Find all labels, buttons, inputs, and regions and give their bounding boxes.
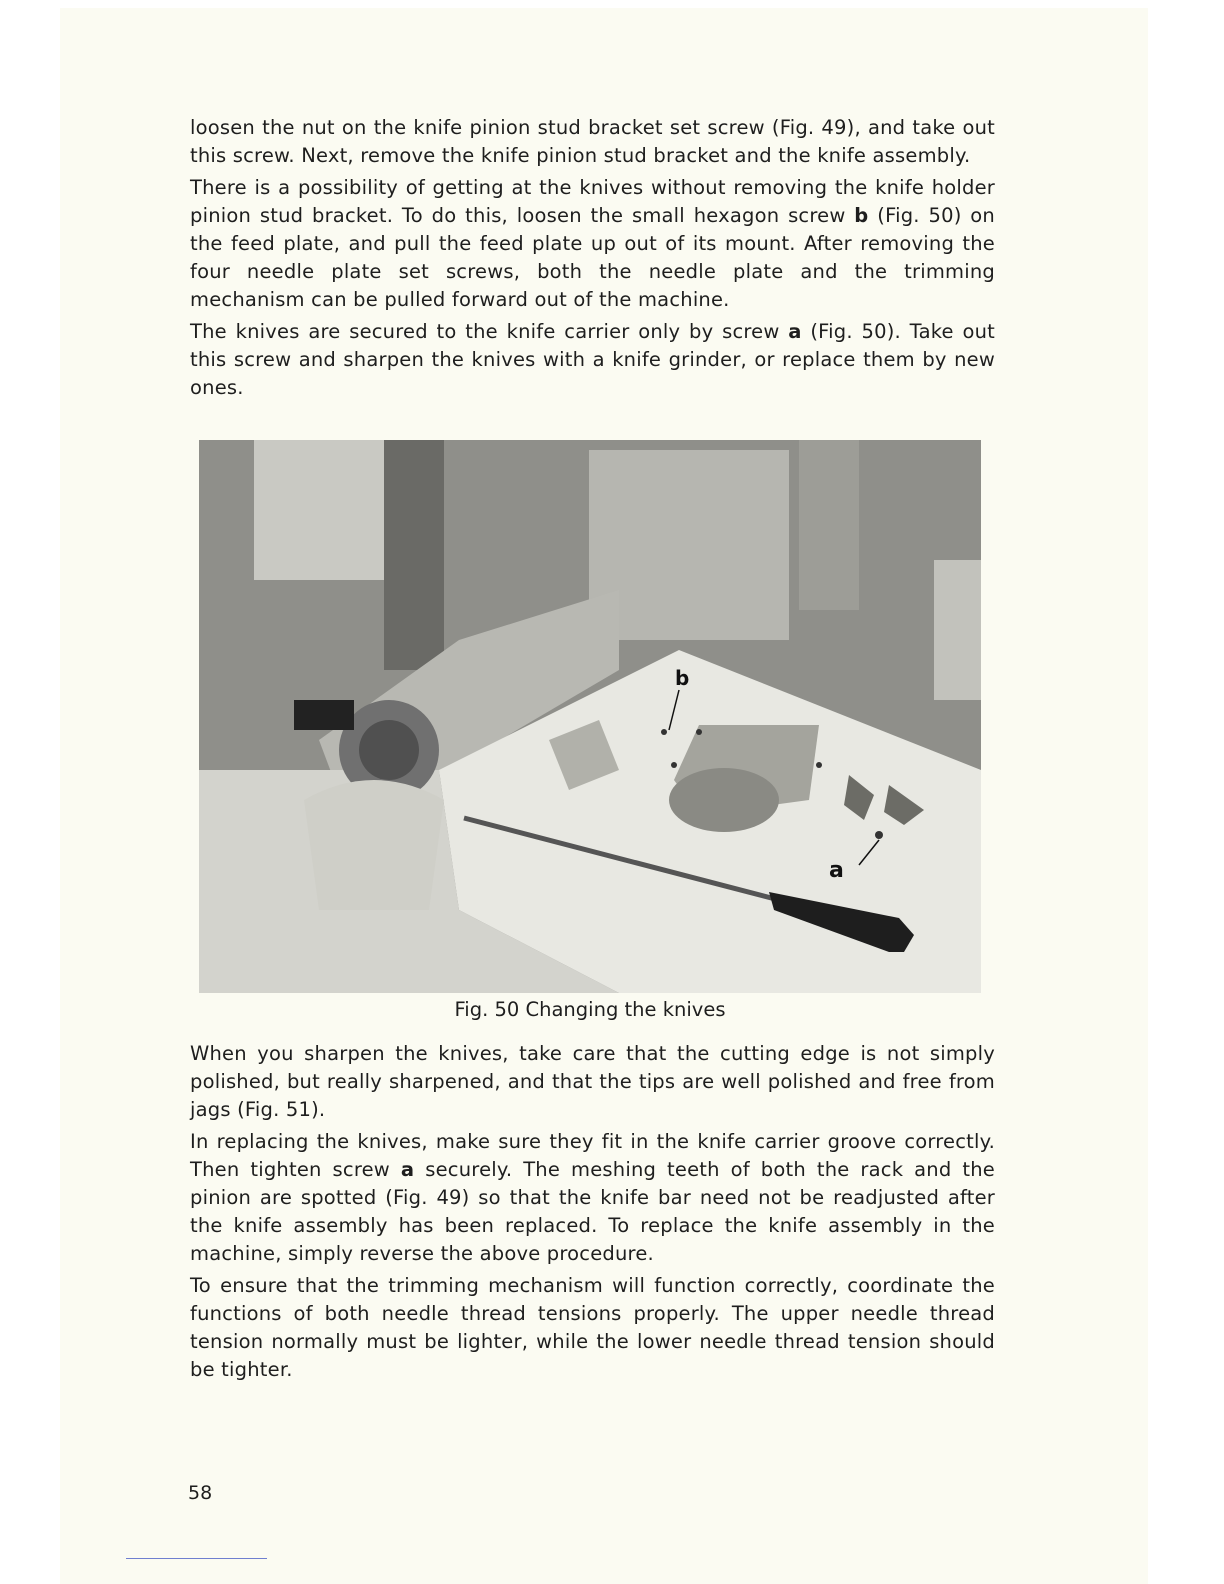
label-b: b [675, 666, 690, 690]
paragraph-text: To ensure that the trimming mechanism will function correctly, coordinate the functions of both needle thread tensions properly. The upper needle thread tension normally must be lighter, while the lower needle thread tension should be tighter. [190, 1274, 995, 1381]
paragraph [190, 1272, 995, 1384]
paragraph-text: securely. The meshing teeth of both the rack and the pinion are spotted (Fig. 49) so that the knife bar need not be readjusted after the knife assembly has been replaced. To replace the knife assembly in the machine, simply reverse the above procedure. [190, 1158, 995, 1265]
paragraph [190, 318, 995, 402]
machine-head-shape [254, 440, 404, 580]
paragraph [190, 1128, 995, 1268]
bottom-text-block [190, 1040, 995, 1388]
paragraph-text: (Fig. 50). Take out this screw and sharpen the knives with a knife grinder, or replace them by new ones. [190, 320, 995, 399]
paragraph-text: loosen the nut on the knife pinion stud bracket set screw (Fig. 49), and take out this screw. Next, remove the knife pinion stud bracket and the knife assembly. [190, 116, 995, 167]
page-number: 58 [188, 1482, 213, 1504]
paragraph [190, 1040, 995, 1124]
screw-label: a [788, 320, 802, 343]
figure-caption: Fig. 50 Changing the knives [454, 998, 726, 1021]
paragraph-text: In replacing the knives, make sure they fit in the knife carrier groove correctly. Then tighten screw [190, 1130, 995, 1181]
paragraph-text: (Fig. 50) on the feed plate, and pull the feed plate up out of its mount. After removing the four needle plate set screws, both the needle plate and the trimming mechanism can be pulled forward out of the machine. [190, 204, 995, 311]
paragraph-text: The knives are secured to the knife carrier only by screw [190, 320, 789, 343]
screw-label: a [400, 1158, 415, 1181]
paragraph-text: When you sharpen the knives, take care that the cutting edge is not simply polished, but really sharpened, and that the tips are well polished and free from jags (Fig. 51). [190, 1042, 995, 1121]
paragraph [190, 174, 995, 314]
paragraph [190, 114, 995, 170]
footer-rule [126, 1558, 267, 1559]
label-a: a [829, 858, 844, 883]
figure-50-photo [199, 440, 981, 993]
sewing-machine-illustration [199, 440, 981, 993]
paragraph-text: There is a possibility of getting at the knives without removing the knife holder pinion stud bracket. To do this, loosen the small hexagon screw [190, 176, 995, 227]
screw-label: b [854, 204, 869, 227]
top-text-block [190, 114, 995, 406]
